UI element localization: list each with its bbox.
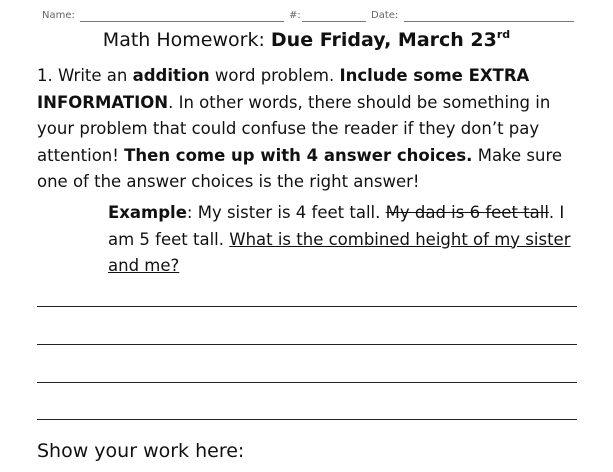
show-work-label: Show your work here: [37, 440, 245, 462]
question-bold-extra-info: Include some EXTRA INFORMATION [37, 66, 530, 112]
answer-line-2[interactable] [37, 344, 577, 345]
question-text-3: . In other words, there should be something in your problem that could confuse the reader if they don’t pay attention! [37, 92, 551, 165]
header-row [42, 9, 574, 23]
page-title [0, 27, 613, 56]
name-label: Name: [42, 10, 75, 21]
example-block [108, 200, 578, 280]
answer-line-4[interactable] [37, 419, 577, 420]
number-label: #: [289, 10, 301, 21]
question-bold-answer-choices: Then come up with 4 answer choices. [124, 145, 473, 165]
date-label: Date: [371, 10, 399, 21]
example-label: Example [108, 203, 187, 222]
question-text-1: 1. Write an [37, 66, 133, 85]
question-text-4: Make sure one of the answer choices is the right answer! [37, 145, 563, 191]
example-underlined-question: What is the combined height of my sister and me? [108, 229, 571, 275]
name-field-line[interactable] [80, 21, 284, 22]
example-text-2: . I am 5 feet tall. [108, 203, 565, 249]
title-due-date: Due Friday, March 23 [270, 29, 497, 51]
question-text-2: word problem. [209, 66, 340, 85]
number-field-line[interactable] [302, 21, 366, 22]
example-text-1: : My sister is 4 feet tall. [186, 203, 386, 222]
example-struck-text: My dad is 6 feet tall [385, 203, 549, 222]
date-field-line[interactable] [404, 21, 574, 22]
question-bold-addition: addition [132, 66, 210, 85]
title-due-superscript: rd [496, 28, 511, 41]
title-prefix: Math Homework: [102, 29, 271, 51]
question-instructions [37, 63, 585, 196]
answer-line-1[interactable] [37, 306, 577, 307]
answer-line-3[interactable] [37, 382, 577, 383]
